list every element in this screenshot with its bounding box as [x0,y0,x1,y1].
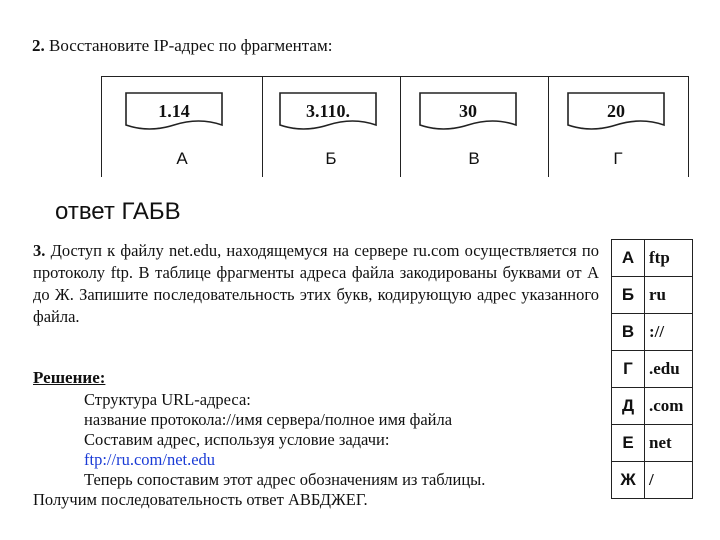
fragments-table [101,76,689,177]
fragment-letter: Г [613,149,623,168]
code-row [612,425,693,462]
fragment-value: 3.110. [305,101,350,121]
fragment-card [278,91,378,131]
solution-url: ftp://ru.com/net.edu [84,450,216,469]
code-value: ru [645,277,693,314]
task2-heading [32,36,332,56]
solution-line-2: название протокола://имя сервера/полное имя файла [84,410,453,429]
code-value: .edu [645,351,693,388]
code-row [612,240,693,277]
fragment-cell [262,77,401,177]
fragment-cell [548,77,688,177]
code-value: / [645,462,693,499]
code-table [611,239,693,499]
fragment-card [124,91,224,131]
fragment-letter: В [468,149,480,168]
code-value: .com [645,388,693,425]
task3-statement [33,240,599,328]
task3-text: Доступ к файлу net.edu, находящемуся на сервере ru.com осуществляется по протоколу ftp. В таблице фрагменты адреса файла закодированы буквами от А до Ж. Запишите последовательность этих букв, кодирующую адрес указанного файла. [33,241,599,326]
task2-title: Восстановите IP-адрес по фрагментам: [49,36,333,55]
fragment-card [418,91,518,131]
code-key: В [612,314,645,351]
fragment-value: 1.14 [158,101,190,121]
code-value: ftp [645,240,693,277]
code-row [612,462,693,499]
task3-number: 3. [33,241,46,260]
solution-line-5: Получим последовательность ответ АВБДЖЕГ. [33,490,368,509]
code-key: Ж [612,462,645,499]
code-row [612,314,693,351]
code-key: А [612,240,645,277]
code-value: :// [645,314,693,351]
fragment-card [566,91,666,131]
fragment-letter: Б [325,149,337,168]
fragment-cell [400,77,549,177]
code-key: Е [612,425,645,462]
fragment-letter: А [176,149,188,168]
fragment-cell [102,77,263,177]
code-row [612,351,693,388]
task2-answer: ответ ГАБВ [55,198,181,225]
solution-line-1: Структура URL-адреса: [84,390,251,409]
solution-line-4: Теперь сопоставим этот адрес обозначениям из таблицы. [84,470,486,489]
code-row [612,277,693,314]
fragment-value: 30 [459,101,477,121]
solution-title: Решение: [33,368,106,387]
task2-number: 2. [32,36,45,55]
code-row [612,388,693,425]
code-key: Б [612,277,645,314]
code-value: net [645,425,693,462]
code-key: Г [612,351,645,388]
code-key: Д [612,388,645,425]
solution-line-3: Составим адрес, используя условие задачи: [84,430,390,449]
fragment-value: 20 [607,101,625,121]
